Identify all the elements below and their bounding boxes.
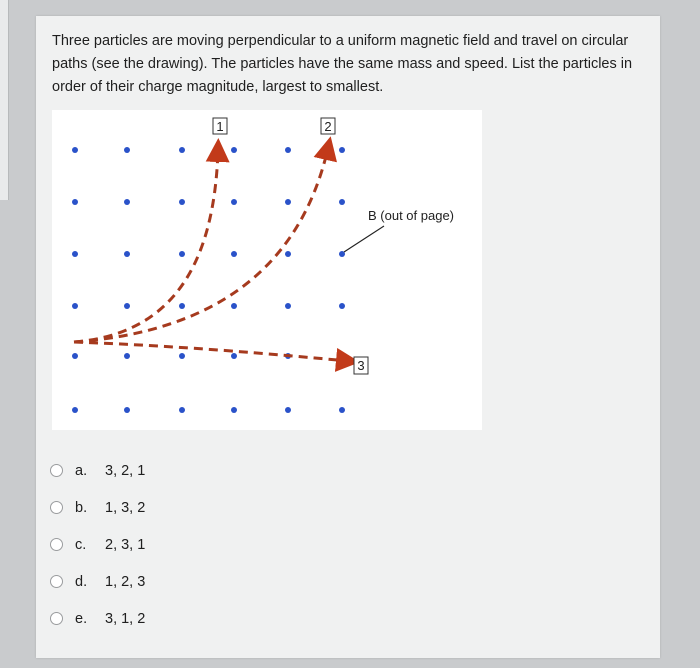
path-particle-3 xyxy=(74,342,348,361)
option-letter: e. xyxy=(75,610,88,627)
magnetic-field-figure xyxy=(52,110,482,430)
radio-button[interactable] xyxy=(50,612,63,625)
option-d[interactable] xyxy=(50,563,145,600)
label-box-2 xyxy=(321,118,335,134)
label-1: 1 xyxy=(216,119,224,134)
field-pointer-line xyxy=(344,226,384,252)
option-answer: 1, 2, 3 xyxy=(105,573,146,590)
radio-button[interactable] xyxy=(50,501,63,514)
radio-button[interactable] xyxy=(50,464,63,477)
field-dots xyxy=(72,147,345,413)
option-answer: 3, 2, 1 xyxy=(105,462,146,479)
option-c[interactable] xyxy=(50,526,145,563)
radio-button[interactable] xyxy=(50,538,63,551)
option-b[interactable] xyxy=(50,489,145,526)
answer-options xyxy=(50,452,145,637)
field-label: B (out of page) xyxy=(368,208,454,223)
label-box-1 xyxy=(213,118,227,134)
label-3: 3 xyxy=(357,358,365,373)
option-letter: d. xyxy=(75,573,88,590)
option-letter: a. xyxy=(75,462,88,479)
option-answer: 1, 3, 2 xyxy=(105,499,146,516)
option-e[interactable] xyxy=(50,600,145,637)
label-box-3 xyxy=(354,357,368,374)
background-window-edge xyxy=(0,0,9,200)
option-a[interactable] xyxy=(50,452,145,489)
option-letter: b. xyxy=(75,499,88,516)
question-text: Three particles are moving perpendicular to a uniform magnetic field and travel on circular paths (see the drawing). The particles have the same mass and speed. List the particles in order of their charge magnitude, largest to smallest. xyxy=(52,33,633,95)
label-2: 2 xyxy=(324,119,332,134)
radio-button[interactable] xyxy=(50,575,63,588)
option-answer: 3, 1, 2 xyxy=(105,610,146,627)
option-answer: 2, 3, 1 xyxy=(105,536,146,553)
option-letter: c. xyxy=(75,536,87,553)
